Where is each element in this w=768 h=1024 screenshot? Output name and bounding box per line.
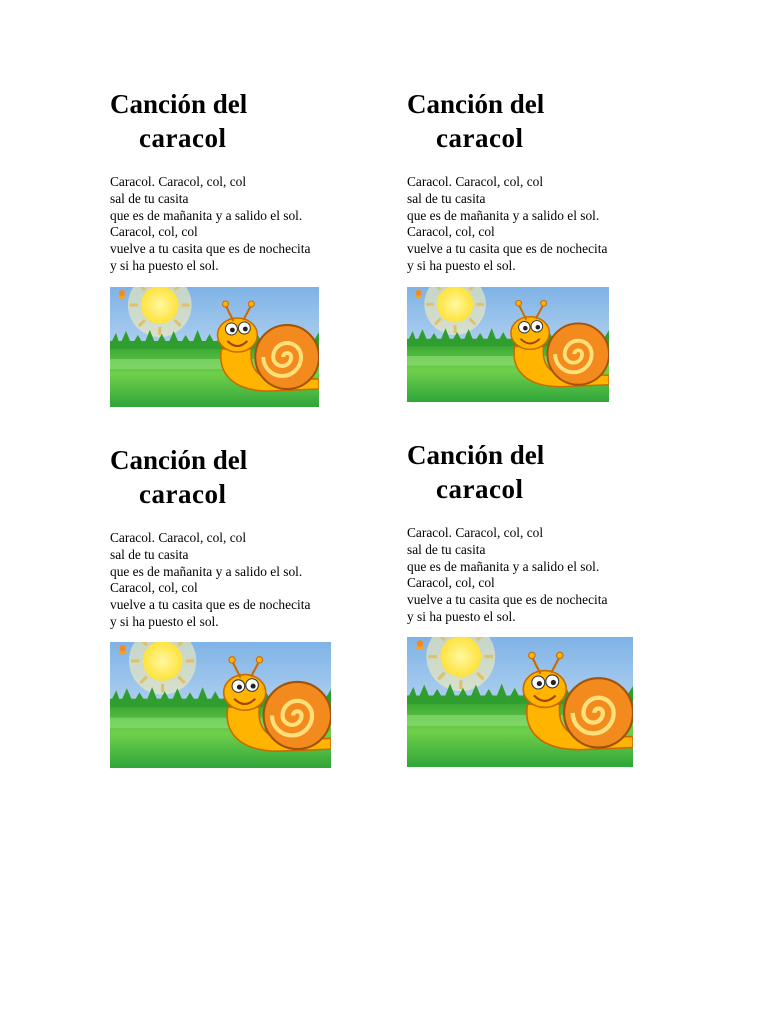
lyric-line: y si ha puesto el sol.	[110, 613, 219, 629]
snail-illustration	[407, 287, 609, 402]
lyric-line: y si ha puesto el sol.	[407, 608, 516, 624]
lyric-line: sal de tu casita	[110, 546, 189, 562]
lyric-line: vuelve a tu casita que es de nochecita	[407, 241, 608, 257]
song-lyrics	[110, 530, 370, 631]
lyric-line: y si ha puesto el sol.	[110, 257, 219, 273]
lyric-line: sal de tu casita	[407, 541, 486, 557]
lyric-line: Caracol, col, col	[407, 224, 495, 240]
song-title-line1: Canción del	[407, 89, 545, 119]
lyric-line: vuelve a tu casita que es de nochecita	[110, 597, 311, 613]
lyric-line: que es de mañanita y a salido el sol.	[407, 207, 600, 223]
lyric-line: y si ha puesto el sol.	[407, 257, 516, 273]
song-lyrics	[407, 525, 667, 626]
lyric-line: sal de tu casita	[110, 190, 189, 206]
lyric-line: que es de mañanita y a salido el sol.	[110, 563, 303, 579]
song-card-4	[407, 438, 667, 626]
lyric-line: sal de tu casita	[407, 190, 486, 206]
snail-illustration	[407, 637, 633, 767]
song-title	[407, 87, 667, 155]
song-title-line1: Canción del	[110, 89, 248, 119]
song-title	[407, 438, 667, 506]
lyric-line: que es de mañanita y a salido el sol.	[407, 558, 600, 574]
lyric-line: Caracol, col, col	[407, 575, 495, 591]
song-title-line2: caracol	[139, 479, 227, 509]
lyric-line: que es de mañanita y a salido el sol.	[110, 207, 303, 223]
song-card-2	[407, 87, 667, 275]
lyric-line: vuelve a tu casita que es de nochecita	[110, 241, 311, 257]
song-card-3	[110, 443, 370, 631]
song-title	[110, 443, 370, 511]
song-title-line1: Canción del	[110, 445, 248, 475]
snail-illustration	[110, 642, 331, 768]
lyric-line: Caracol, col, col	[110, 580, 198, 596]
song-title	[110, 87, 370, 155]
song-title-line2: caracol	[436, 123, 524, 153]
song-card-1	[110, 87, 370, 275]
lyric-line: Caracol, col, col	[110, 224, 198, 240]
song-lyrics	[110, 174, 370, 275]
snail-illustration	[110, 287, 319, 407]
lyric-line: vuelve a tu casita que es de nochecita	[407, 592, 608, 608]
lyric-line: Caracol. Caracol, col, col	[110, 174, 247, 189]
song-title-line2: caracol	[139, 123, 227, 153]
lyric-line: Caracol. Caracol, col, col	[407, 525, 544, 540]
song-title-line2: caracol	[436, 474, 524, 504]
song-lyrics	[407, 174, 667, 275]
song-title-line1: Canción del	[407, 440, 545, 470]
lyric-line: Caracol. Caracol, col, col	[110, 530, 247, 545]
lyric-line: Caracol. Caracol, col, col	[407, 174, 544, 189]
